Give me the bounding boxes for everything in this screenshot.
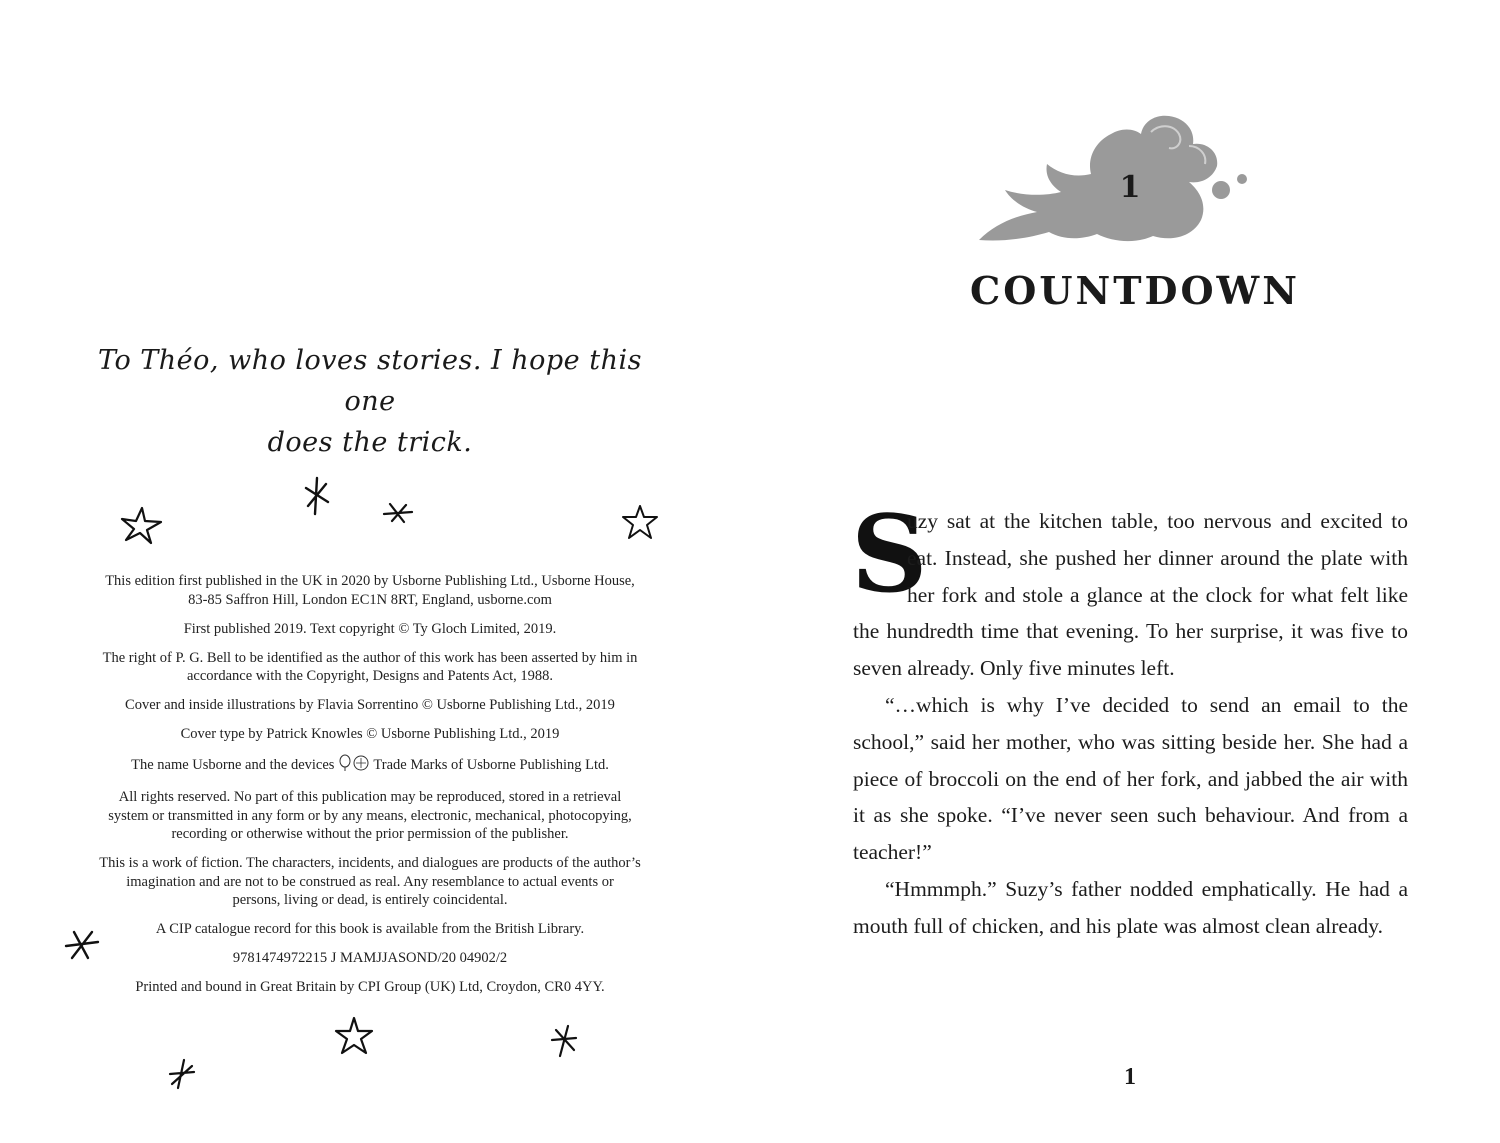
imprint-line: This edition first published in the UK in 2020 by Usborne Publishing Ltd., Usborne House,	[105, 573, 635, 589]
star-icon	[333, 1016, 375, 1056]
asterisk-icon	[302, 476, 332, 516]
paragraph-text: uzy sat at the kitchen table, too nervous and excited to eat. Instead, she pushed her dinner around the plate with her fork and stole a glance at the clock for what felt like the hundredth time that evening. To her surprise, it was five to seven already. Only five minutes left.	[853, 509, 1408, 681]
star-icon	[620, 504, 660, 540]
imprint-paragraph: Cover and inside illustrations by Flavia Sorrentino © Usborne Publishing Ltd., 2019	[125, 697, 615, 713]
imprint-paragraph: Printed and bound in Great Britain by CPI Group (UK) Ltd, Croydon, CR0 4YY.	[135, 979, 605, 995]
imprint-paragraph: A CIP catalogue record for this book is available from the British Library.	[155, 921, 585, 937]
imprint-line: 83-85 Saffron Hill, London EC1N 8RT, England, usborne.com	[188, 591, 552, 608]
imprint-paragraph: First published 2019. Text copyright © Ty Gloch Limited, 2019.	[183, 620, 557, 637]
imprint-line: The name Usborne and the devices	[131, 757, 335, 774]
asterisk-icon	[548, 1024, 580, 1058]
imprint-line: This is a work of fiction. The characters, incidents, and dialogues are products of the author’s	[99, 855, 641, 871]
story-text	[851, 491, 1408, 945]
imprint-line: recording or otherwise without the prior permission of the publisher.	[171, 826, 569, 842]
star-icon	[118, 505, 164, 545]
paragraph: “Hmmmph.” Suzy’s father nodded emphatically. He had a mouth full of chicken, and his plate was almost clean already.	[853, 876, 1408, 938]
imprint-line: system or transmitted in any form or by any means, electronic, mechanical, photocopying,	[108, 807, 632, 824]
dedication-line: does the trick.	[267, 427, 473, 458]
drop-cap: S	[851, 491, 928, 616]
paragraph	[851, 491, 1408, 687]
dedication	[90, 340, 650, 463]
imprint-paragraph	[70, 572, 670, 609]
imprint-paragraph	[70, 649, 670, 686]
chapter-title: COUNTDOWN	[970, 268, 1300, 313]
imprint-paragraph	[70, 854, 670, 910]
imprint-paragraph: 9781474972215 J MAMJJASOND/20 04902/2	[232, 950, 508, 966]
page-number: 1	[1124, 1064, 1136, 1090]
asterisk-icon	[166, 1058, 198, 1090]
dedication-line: To Théo, who loves stories. I hope this one	[98, 345, 642, 417]
asterisk-icon	[380, 500, 416, 526]
imprint-paragraph	[70, 788, 670, 844]
imprint-line: The right of P. G. Bell to be identified as the author of this work has been asserted by him in	[102, 649, 638, 666]
imprint-line: accordance with the Copyright, Designs and Patents Act, 1988.	[186, 668, 554, 684]
paragraph: “…which is why I’ve decided to send an email to the school,” said her mother, who was sitting beside her. She had a piece of broccoli on the end of her fork, and jabbed the air with it as she spoke. “I’ve never seen such behaviour. And from a teacher!”	[853, 692, 1408, 865]
imprint-paragraph: Cover type by Patrick Knowles © Usborne Publishing Ltd., 2019	[180, 726, 560, 742]
imprint-line: All rights reserved. No part of this publication may be reproduced, stored in a retrieval	[118, 789, 622, 805]
imprint-paragraph	[70, 754, 670, 778]
chapter-number: 1	[1119, 170, 1141, 205]
copyright-imprint	[70, 572, 670, 1007]
imprint-line: persons, living or dead, is entirely coincidental.	[232, 892, 508, 908]
imprint-line: Trade Marks of Usborne Publishing Ltd.	[373, 757, 609, 774]
imprint-line: imagination and are not to be construed as real. Any resemblance to actual events or	[126, 873, 614, 890]
balloon-icon	[338, 754, 370, 778]
